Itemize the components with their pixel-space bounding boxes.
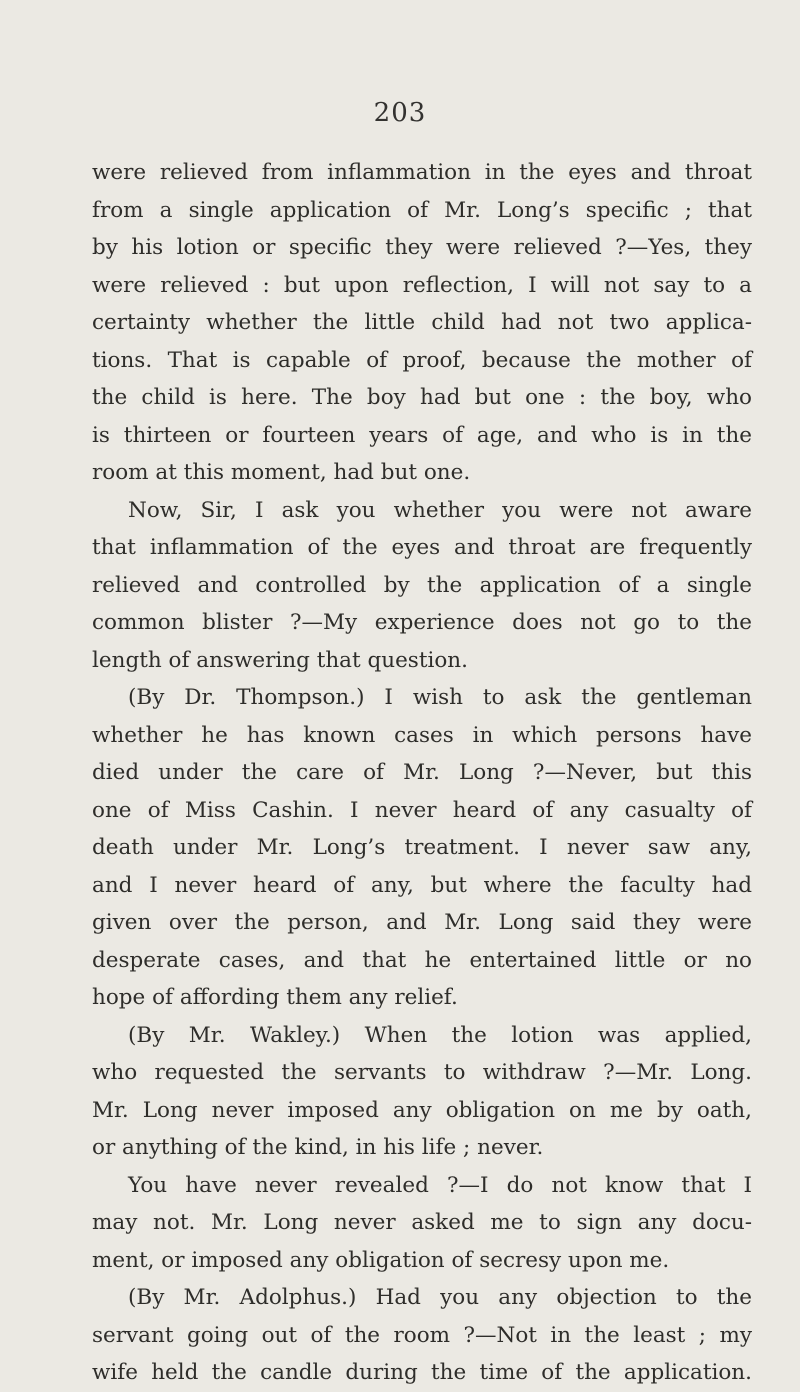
text-line: common blister ?—My experience does not go to the	[92, 610, 752, 635]
text-line: by his lotion or specific they were relieved ?—Yes, they	[92, 235, 752, 260]
text-line: the child is here. The boy had but one : the boy, who	[92, 385, 752, 410]
text-line: may not. Mr. Long never asked me to sign any docu-	[92, 1210, 752, 1235]
text-line: one of Miss Cashin. I never heard of any casualty of	[92, 797, 752, 823]
text-line: relieved and controlled by the application of a single	[92, 572, 752, 598]
text-line: died under the care of Mr. Long ?—Never, but this	[92, 760, 752, 785]
text-line: were relieved from inflammation in the eyes and throat	[92, 160, 752, 185]
text-line: whether he has known cases in which persons have	[92, 722, 752, 748]
text-line: death under Mr. Long’s treatment. I never saw any,	[92, 835, 752, 860]
text-line: from a single application of Mr. Long’s specific ; that	[92, 197, 752, 223]
text-line: given over the person, and Mr. Long said they were	[92, 910, 752, 935]
text-line: Now, Sir, I ask you whether you were not aware	[128, 497, 752, 523]
text-line: who requested the servants to withdraw ?—Mr. Long.	[92, 1060, 752, 1085]
text-line: (By Mr. Adolphus.) Had you any objection to the	[128, 1285, 752, 1310]
text-line: is thirteen or fourteen years of age, and who is in the	[92, 422, 752, 448]
text-line: (By Dr. Thompson.) I wish to ask the gentleman	[128, 685, 752, 710]
text-line: or anything of the kind, in his life ; never.	[92, 1135, 544, 1160]
text-line: tions. That is capable of proof, because the mother of	[92, 347, 752, 373]
text-line: certainty whether the little child had not two applica-	[92, 310, 752, 335]
text-line: ment, or imposed any obligation of secresy upon me.	[92, 1247, 670, 1273]
text-line: wife held the candle during the time of the application.	[92, 1360, 752, 1385]
text-line: were relieved : but upon reflection, I will not say to a	[92, 272, 752, 298]
text-line: (By Mr. Wakley.) When the lotion was applied,	[128, 1022, 752, 1048]
text-line: and I never heard of any, but where the faculty had	[92, 872, 752, 898]
text-line: hope of affording them any relief.	[92, 985, 458, 1010]
text-line: servant going out of the room ?—Not in the least ; my	[92, 1322, 752, 1348]
body-text	[92, 154, 752, 1392]
text-line: Mr. Long never imposed any obligation on me by oath,	[92, 1097, 752, 1123]
page-number: 203	[373, 98, 427, 128]
text-line: room at this moment, had but one.	[92, 460, 471, 485]
text-line: You have never revealed ?—I do not know that I	[128, 1172, 752, 1198]
text-line: that inflammation of the eyes and throat are frequently	[92, 535, 752, 560]
text-line: length of answering that question.	[92, 647, 468, 673]
text-line: desperate cases, and that he entertained little or no	[92, 947, 752, 973]
